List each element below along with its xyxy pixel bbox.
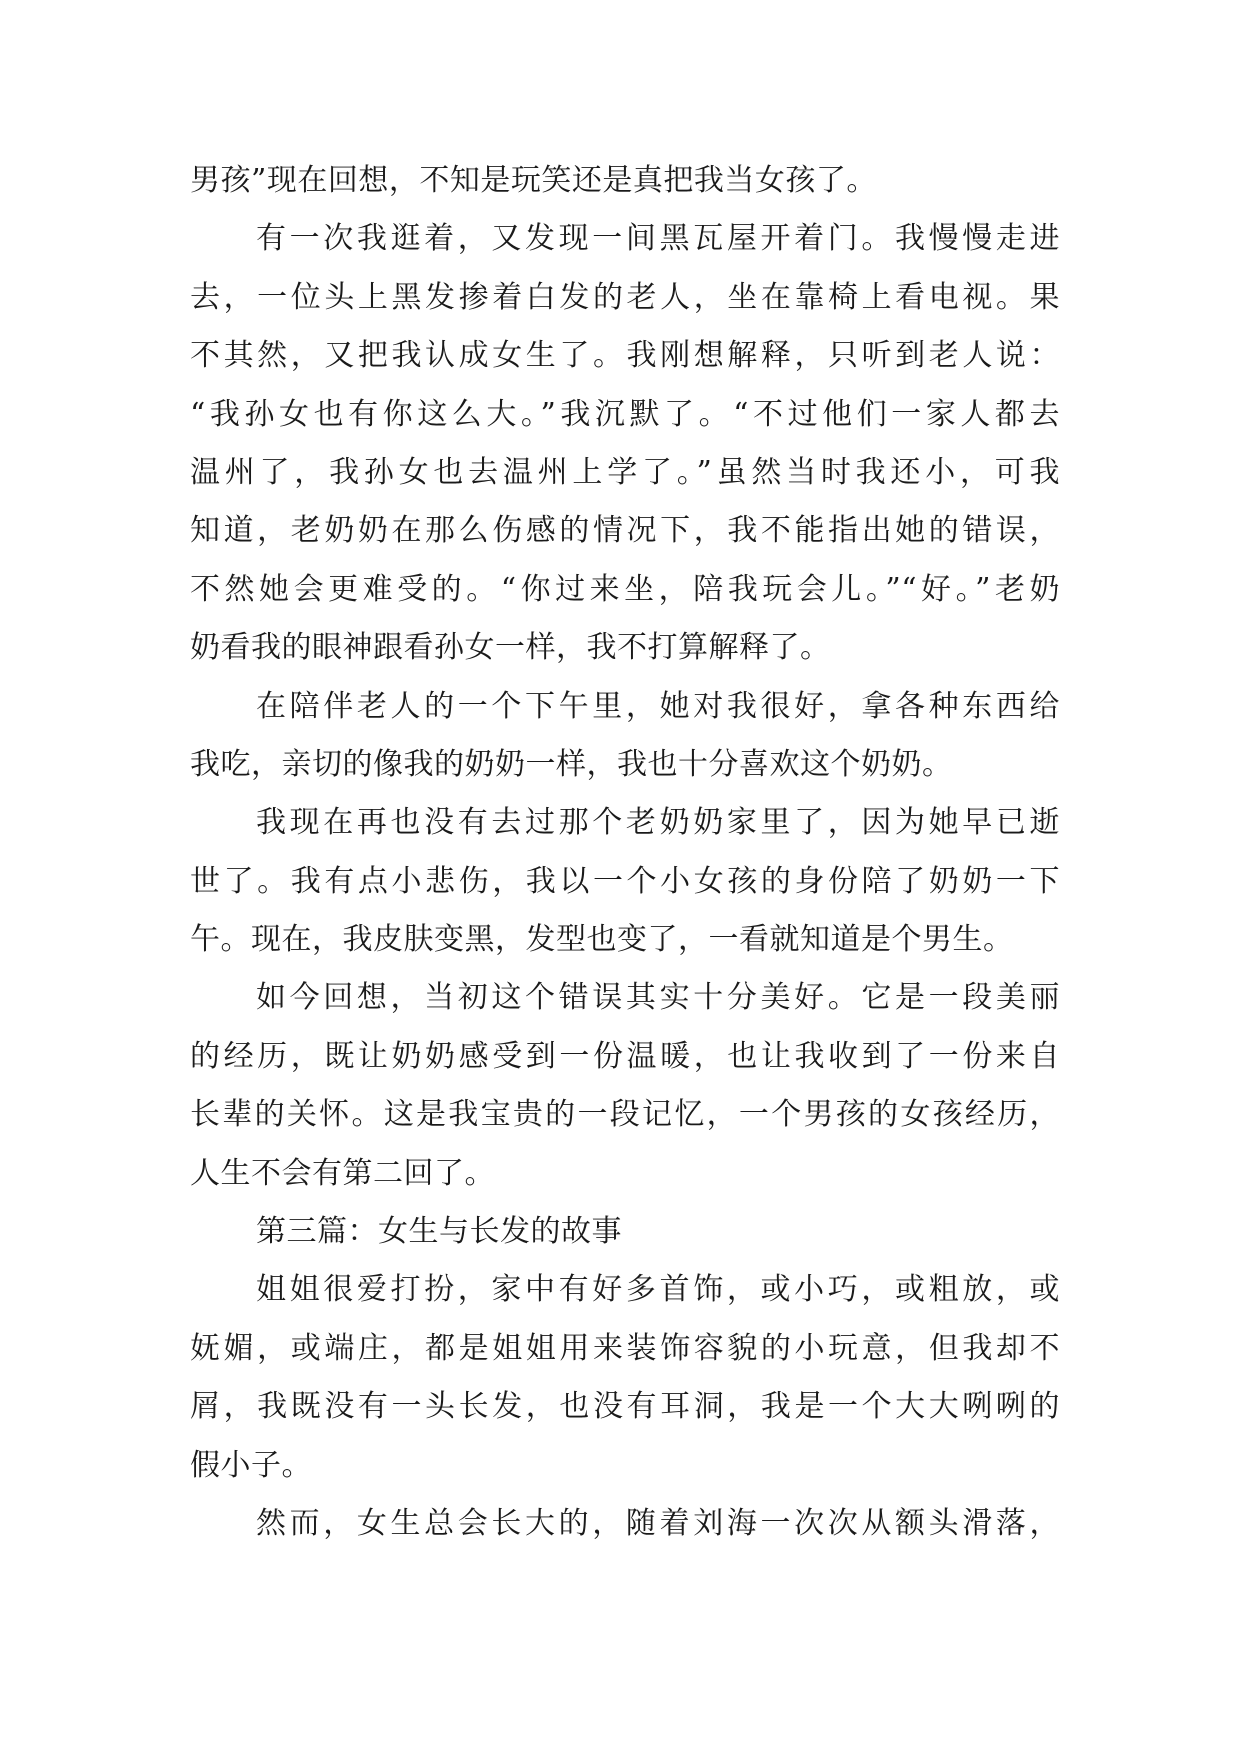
- text-line: 温州了，我孙女也去温州上学了。”虽然当时我还小，可我: [190, 454, 1060, 490]
- text-line: 我吃，亲切的像我的奶奶一样，我也十分喜欢这个奶奶。: [190, 746, 953, 782]
- text-line: 不其然，又把我认成女生了。我刚想解释，只听到老人说：: [190, 338, 1060, 374]
- text-line: 知道，老奶奶在那么伤感的情况下，我不能指出她的错误，: [190, 513, 1060, 549]
- text-line: 午。现在，我皮肤变黑，发型也变了，一看就知道是个男生。: [190, 922, 1014, 958]
- text-line: 的经历，既让奶奶感受到一份温暖，也让我收到了一份来自: [190, 1038, 1060, 1074]
- paragraph-first-line: 第三篇：女生与长发的故事: [256, 1214, 622, 1250]
- paragraph-first-line: 如今回想，当初这个错误其实十分美好。它是一段美丽: [256, 980, 1060, 1016]
- text-line: 男孩”现在回想，不知是玩笑还是真把我当女孩了。: [190, 163, 877, 198]
- text-line: 不然她会更难受的。“你过来坐，陪我玩会儿。”“好。”老奶: [190, 571, 1060, 607]
- document-body: [190, 152, 1060, 1553]
- paragraph-first-line: 姐姐很爱打扮，家中有好多首饰，或小巧，或粗放，或: [256, 1272, 1060, 1308]
- paragraph-first-line: 然而，女生总会长大的，随着刘海一次次从额头滑落，: [256, 1505, 1060, 1541]
- text-line: 假小子。: [190, 1447, 312, 1483]
- text-line: 长辈的关怀。这是我宝贵的一段记忆，一个男孩的女孩经历，: [190, 1097, 1060, 1133]
- text-line: 妩媚，或端庄，都是姐姐用来装饰容貌的小玩意，但我却不: [190, 1330, 1060, 1366]
- paragraph-first-line: 有一次我逛着，又发现一间黑瓦屋开着门。我慢慢走进: [256, 221, 1060, 257]
- text-line: 世了。我有点小悲伤，我以一个小女孩的身份陪了奶奶一下: [190, 863, 1060, 899]
- paragraph-first-line: 在陪伴老人的一个下午里，她对我很好，拿各种东西给: [256, 688, 1060, 724]
- text-line: “我孙女也有你这么大。”我沉默了。“不过他们一家人都去: [190, 396, 1060, 432]
- text-line: 奶看我的眼神跟看孙女一样，我不打算解释了。: [190, 630, 831, 666]
- paragraph-first-line: 我现在再也没有去过那个老奶奶家里了，因为她早已逝: [256, 805, 1060, 841]
- text-line: 屑，我既没有一头长发，也没有耳洞，我是一个大大咧咧的: [190, 1389, 1060, 1425]
- text-line: 去，一位头上黑发掺着白发的老人，坐在靠椅上看电视。果: [190, 279, 1060, 315]
- text-line: 人生不会有第二回了。: [190, 1155, 495, 1191]
